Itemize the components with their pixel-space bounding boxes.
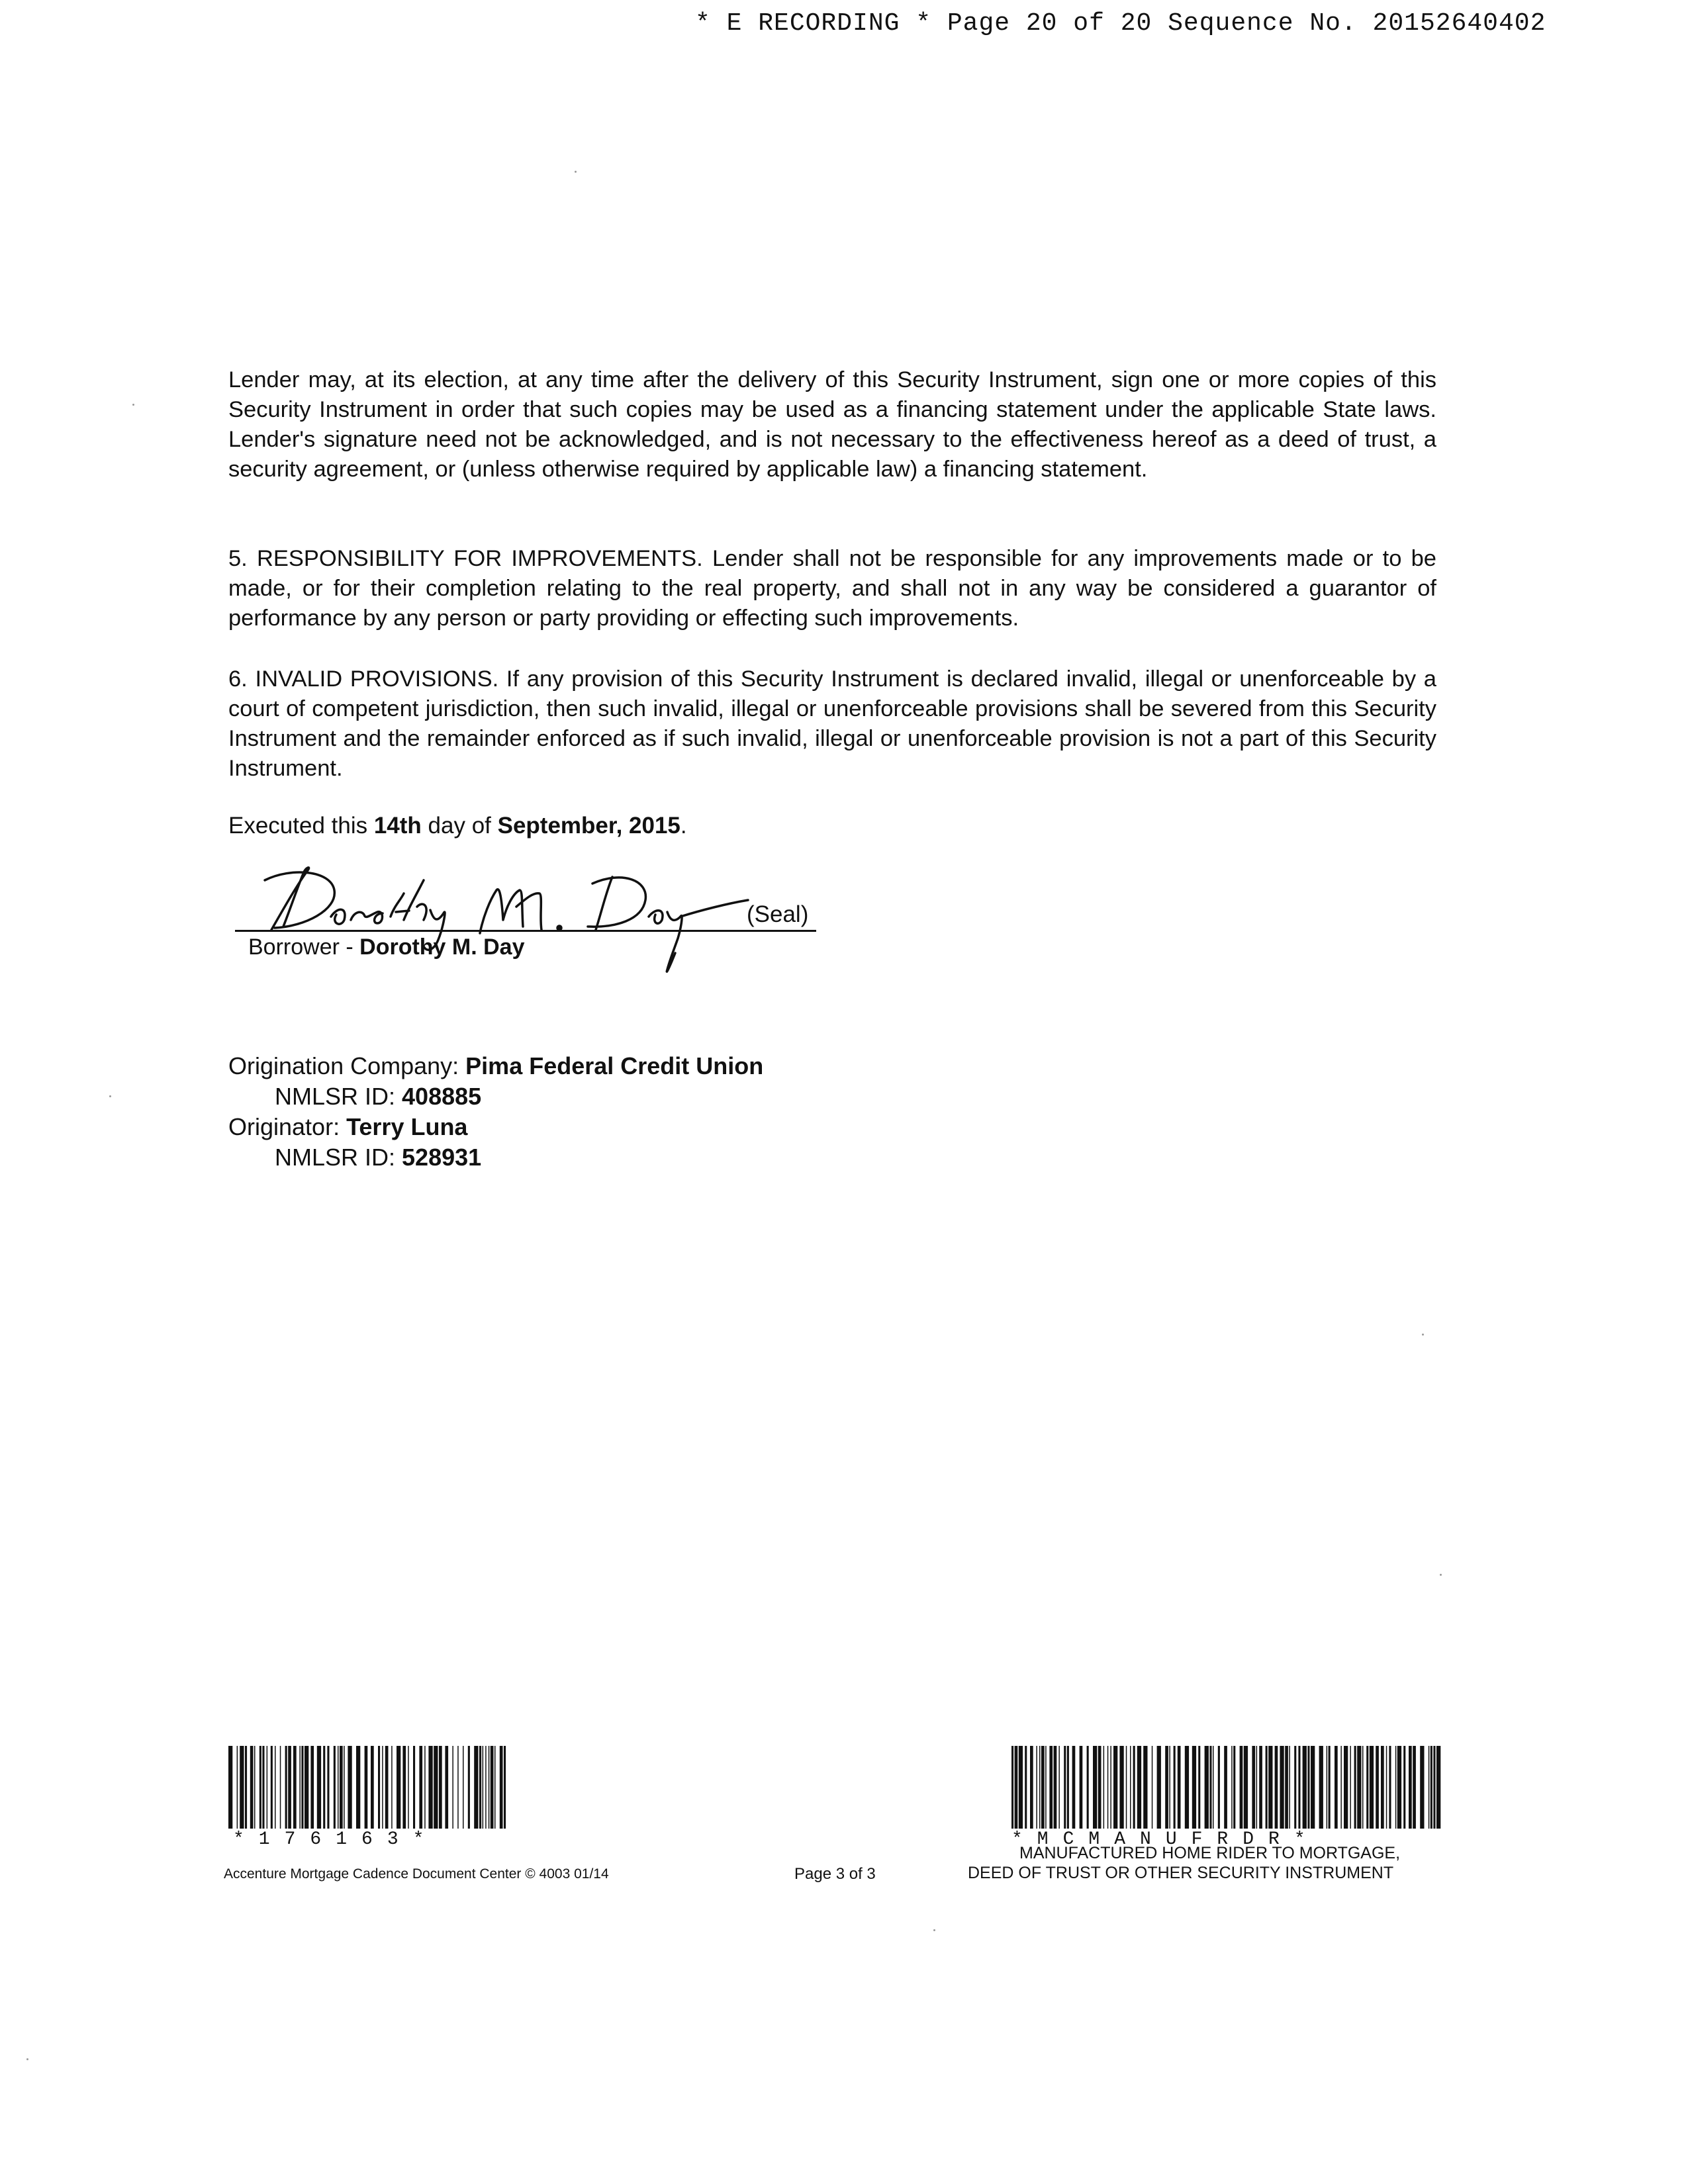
barcode-bar — [1231, 1746, 1233, 1829]
barcode-bar — [310, 1746, 314, 1829]
barcode-bar — [1119, 1746, 1123, 1829]
barcode-bar — [1169, 1746, 1170, 1829]
barcode-bar — [271, 1746, 273, 1829]
barcode-bar — [1209, 1746, 1211, 1829]
barcode-bar — [1259, 1746, 1262, 1829]
barcode-bar — [452, 1746, 453, 1829]
barcode-bar — [1098, 1746, 1102, 1829]
barcode-bar — [1433, 1746, 1435, 1829]
execution-day: 14th — [373, 813, 422, 839]
barcode-bar — [1030, 1746, 1033, 1829]
barcode-bar — [344, 1746, 345, 1829]
barcode-bar — [1025, 1746, 1027, 1829]
barcode-bar — [1266, 1746, 1268, 1829]
barcode-bar — [1054, 1746, 1057, 1829]
barcode-bar — [1403, 1746, 1405, 1829]
barcode-bar — [1133, 1746, 1135, 1829]
barcode-bar — [280, 1746, 281, 1829]
barcode-bar — [1198, 1746, 1200, 1829]
barcode-bar — [1218, 1746, 1220, 1829]
originator-label: Originator: — [228, 1113, 347, 1140]
barcode-bar — [323, 1746, 325, 1829]
barcode-bar — [1344, 1746, 1348, 1829]
barcode-bar — [1409, 1746, 1412, 1829]
barcode-bar — [1395, 1746, 1397, 1829]
originator-nmlsr — [275, 1144, 481, 1171]
barcode-bar — [1381, 1746, 1384, 1829]
company-nmlsr — [275, 1083, 481, 1111]
barcode-bar — [288, 1746, 291, 1829]
scan-speck — [26, 2058, 28, 2060]
barcode-bar — [1389, 1746, 1391, 1829]
barcode-right — [1011, 1746, 1442, 1829]
barcode-bar — [1268, 1746, 1272, 1829]
barcode-bar — [1386, 1746, 1387, 1829]
barcode-bar — [334, 1746, 336, 1829]
barcode-right-text: *MCMANUFRDR* — [1011, 1829, 1320, 1850]
barcode-bar — [1130, 1746, 1131, 1829]
barcode-bar — [348, 1746, 352, 1829]
paragraph-invalid-provisions: 6. INVALID PROVISIONS. If any provision of this Security Instrument is declared invalid, illegal or unenforceable by a court of competent jurisdiction, then such invalid, illegal or unenforceable provisions shall be severed from this Security Instrument and the remainder enforced as if such invalid, illegal or unenforceable provision is not a part of this Security Instrument. — [228, 666, 1436, 781]
paragraph-financing-statement: Lender may, at its election, at any time after the delivery of this Security Instrument, sign one or more copies of this Security Instrument in order that such copies may be used as a financing statement under the applicable State laws. Lender's signature need not be acknowledged, and is not necessary to the effectiveness hereof as a deed of trust, a security agreement, or (unless otherwise required by applicable law) a financing statement. — [228, 367, 1436, 482]
barcode-bar — [245, 1746, 247, 1829]
barcode-bar — [254, 1746, 256, 1829]
barcode-bar — [1240, 1746, 1243, 1829]
barcode-bar — [1185, 1746, 1189, 1829]
barcode-bar — [1072, 1746, 1076, 1829]
scan-speck — [933, 1929, 935, 1931]
barcode-bar — [1319, 1746, 1323, 1829]
barcode-bar — [378, 1746, 380, 1829]
barcode-bar — [228, 1746, 232, 1829]
barcode-bar — [1093, 1746, 1097, 1829]
barcode-bar — [1311, 1746, 1315, 1829]
barcode-bar — [1362, 1746, 1364, 1829]
barcode-bar — [1064, 1746, 1066, 1829]
barcode-bar — [262, 1746, 264, 1829]
barcode-bar — [1366, 1746, 1368, 1829]
barcode-bar — [463, 1746, 464, 1829]
barcode-bar — [1252, 1746, 1255, 1829]
barcode-bar — [397, 1746, 400, 1829]
execution-month-year: September, 2015 — [497, 813, 680, 839]
barcode-bar — [1178, 1746, 1181, 1829]
barcode-bar — [1015, 1746, 1018, 1829]
barcode-bar — [1420, 1746, 1424, 1829]
barcode-bar — [1152, 1746, 1153, 1829]
barcode-bar — [1205, 1746, 1209, 1829]
barcode-bar — [240, 1746, 244, 1829]
scan-speck — [575, 171, 577, 173]
barcode-bar — [1329, 1746, 1331, 1829]
barcode-bar — [1256, 1746, 1258, 1829]
footer-page-number: Page 3 of 3 — [794, 1865, 876, 1883]
barcode-bar — [301, 1746, 303, 1829]
execution-suffix: . — [680, 813, 687, 839]
barcode-bar — [413, 1746, 415, 1829]
barcode-bar — [1213, 1746, 1214, 1829]
company-nmlsr-label: NMLSR ID: — [275, 1083, 402, 1110]
barcode-bar — [1011, 1746, 1013, 1829]
barcode-bar — [1298, 1746, 1300, 1829]
originator-nmlsr-id: 528931 — [402, 1144, 482, 1171]
barcode-bar — [371, 1746, 374, 1829]
barcode-bar — [1039, 1746, 1041, 1829]
barcode-bar — [299, 1746, 301, 1829]
barcode-bar — [391, 1746, 393, 1829]
barcode-bar — [1165, 1746, 1168, 1829]
barcode-bar — [1354, 1746, 1356, 1829]
barcode-bar — [1413, 1746, 1416, 1829]
origination-company-name: Pima Federal Credit Union — [465, 1052, 764, 1079]
barcode-bar — [1303, 1746, 1307, 1829]
barcode-bar — [1157, 1746, 1161, 1829]
barcode-bar — [408, 1746, 409, 1829]
originator-name: Terry Luna — [346, 1113, 468, 1140]
barcode-bar — [1244, 1746, 1248, 1829]
barcode-bar — [1067, 1746, 1069, 1829]
company-nmlsr-id: 408885 — [402, 1083, 482, 1110]
barcode-bar — [365, 1746, 368, 1829]
originator — [228, 1113, 467, 1141]
barcode-bar — [1357, 1746, 1361, 1829]
barcode-bar — [491, 1746, 494, 1829]
barcode-bar — [419, 1746, 422, 1829]
barcode-bar — [489, 1746, 490, 1829]
barcode-bar — [1113, 1746, 1117, 1829]
barcode-bar — [1110, 1746, 1111, 1829]
origination-company — [228, 1052, 763, 1080]
barcode-bar — [1350, 1746, 1351, 1829]
barcode-bar — [275, 1746, 276, 1829]
barcode-bar — [1335, 1746, 1338, 1829]
barcode-bar — [338, 1746, 339, 1829]
barcode-bar — [1307, 1746, 1309, 1829]
footer-right-caption-line2: DEED OF TRUST OR OTHER SECURITY INSTRUMENT — [968, 1864, 1394, 1882]
barcode-bar — [327, 1746, 329, 1829]
barcode-bar — [1107, 1746, 1109, 1829]
barcode-bar — [340, 1746, 343, 1829]
barcode-bar — [1045, 1746, 1047, 1829]
barcode-bar — [428, 1746, 432, 1829]
borrower-name: Dorothy M. Day — [359, 934, 525, 960]
barcode-bar — [479, 1746, 481, 1829]
barcode-bar — [1087, 1746, 1089, 1829]
barcode-bar — [1041, 1746, 1045, 1829]
execution-prefix: Executed this — [228, 813, 374, 839]
barcode-bar — [293, 1746, 297, 1829]
barcode-bar — [1174, 1746, 1176, 1829]
barcode-bar — [468, 1746, 470, 1829]
barcode-bar — [1327, 1746, 1328, 1829]
barcode-bar — [504, 1746, 506, 1829]
scan-speck — [132, 404, 134, 406]
execution-line — [228, 813, 687, 839]
barcode-bar — [237, 1746, 238, 1829]
barcode-bar — [305, 1746, 308, 1829]
barcode-bar — [317, 1746, 321, 1829]
barcode-bar — [1285, 1746, 1288, 1829]
barcode-bar — [457, 1746, 459, 1829]
barcode-bar — [445, 1746, 448, 1829]
borrower-caption — [248, 934, 525, 960]
originator-nmlsr-label: NMLSR ID: — [275, 1144, 402, 1171]
barcode-bar — [1058, 1746, 1060, 1829]
barcode-left-text: *176163* — [233, 1829, 439, 1850]
barcode-bar — [485, 1746, 487, 1829]
barcode-bar — [1340, 1746, 1342, 1829]
barcode-bar — [1233, 1746, 1235, 1829]
barcode-bar — [439, 1746, 442, 1829]
barcode-bar — [385, 1746, 389, 1829]
borrower-prefix: Borrower - — [248, 934, 360, 960]
execution-middle: day of — [421, 813, 498, 839]
barcode-bar — [1137, 1746, 1141, 1829]
barcode-bar — [267, 1746, 268, 1829]
barcode-left — [228, 1746, 506, 1829]
signature-line — [235, 930, 816, 932]
barcode-bar — [1280, 1746, 1284, 1829]
barcode-bar — [483, 1746, 484, 1829]
recording-stamp: * E RECORDING * Page 20 of 20 Sequence No. 20152640402 — [695, 9, 1546, 38]
barcode-bar — [1143, 1746, 1147, 1829]
origination-company-label: Origination Company: — [228, 1052, 466, 1079]
barcode-bar — [1370, 1746, 1374, 1829]
barcode-bar — [1289, 1746, 1290, 1829]
barcode-bar — [500, 1746, 503, 1829]
barcode-bar — [1192, 1746, 1196, 1829]
barcode-bar — [1436, 1746, 1440, 1829]
barcode-bar — [474, 1746, 478, 1829]
barcode-bar — [382, 1746, 383, 1829]
barcode-bar — [1036, 1746, 1037, 1829]
barcode-bar — [1224, 1746, 1227, 1829]
footer-right-caption-line1: MANUFACTURED HOME RIDER TO MORTGAGE, — [1019, 1844, 1401, 1862]
barcode-bar — [1376, 1746, 1379, 1829]
barcode-bar — [1294, 1746, 1296, 1829]
seal-label: (Seal) — [747, 901, 809, 927]
barcode-bar — [1080, 1746, 1083, 1829]
barcode-bar — [1397, 1746, 1401, 1829]
barcode-bar — [285, 1746, 287, 1829]
barcode-bar — [259, 1746, 261, 1829]
barcode-bar — [1126, 1746, 1127, 1829]
scan-speck — [1440, 1574, 1442, 1576]
barcode-bar — [424, 1746, 426, 1829]
barcode-bar — [1275, 1746, 1278, 1829]
scan-speck — [1422, 1334, 1424, 1336]
barcode-bar — [494, 1746, 496, 1829]
barcode-bar — [250, 1746, 254, 1829]
barcode-bar — [1429, 1746, 1430, 1829]
barcode-bar — [1103, 1746, 1105, 1829]
barcode-bar — [1019, 1746, 1023, 1829]
handwritten-signature — [225, 854, 834, 986]
barcode-bar — [402, 1746, 406, 1829]
barcode-bar — [434, 1746, 438, 1829]
footer-left-caption: Accenture Mortgage Cadence Document Center © 4003 01/14 — [224, 1866, 609, 1882]
scan-speck — [109, 1095, 111, 1097]
paragraph-responsibility-for-improvements: 5. RESPONSIBILITY FOR IMPROVEMENTS. Lender shall not be responsible for any improvements made or to be made, or for their completion relating to the real property, and shall not in any way be considered a guarantor of performance by any person or party providing or effecting such improvements. — [228, 546, 1436, 631]
barcode-bar — [356, 1746, 360, 1829]
barcode-bar — [1430, 1746, 1432, 1829]
barcode-bar — [1049, 1746, 1053, 1829]
